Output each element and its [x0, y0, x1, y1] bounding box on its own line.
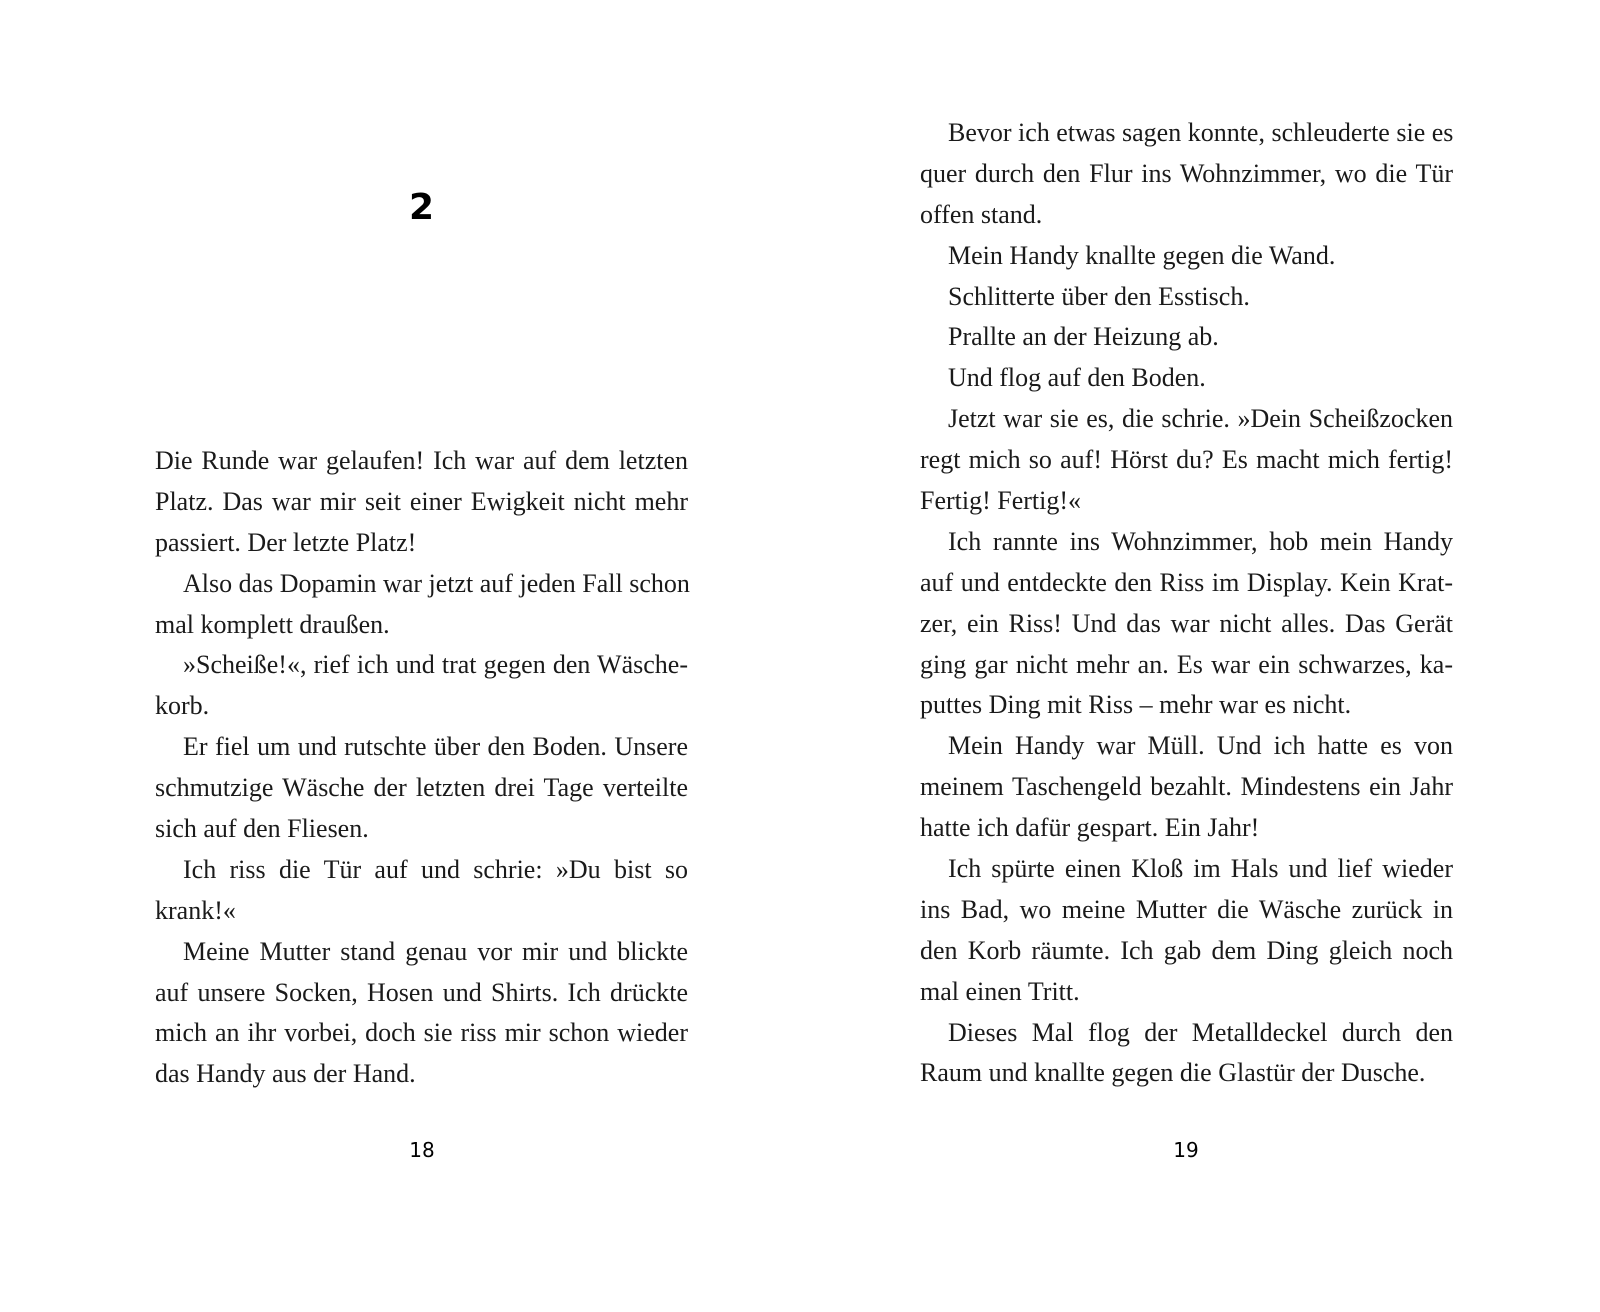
text-line: Mein Handy war Müll. Und ich hatte es von [948, 731, 1453, 761]
text-line: Ich spürte einen Kloß im Hals und lief wieder [948, 854, 1453, 884]
text-line: mal komplett draußen. [155, 609, 390, 639]
text-line: Also das Dopamin war jetzt auf jeden Fall schon [183, 568, 690, 598]
text-line: meinem Taschengeld bezahlt. Mindestens ein Jahr [920, 772, 1453, 802]
text-line: puttes Ding mit Riss – mehr war es nicht. [920, 690, 1352, 720]
text-line: »Scheiße!«, rief ich und trat gegen den Wäsche- [183, 650, 688, 680]
chapter-number: 2 [408, 187, 435, 228]
text-line: Jetzt war sie es, die schrie. »Dein Scheißzocken [948, 404, 1453, 434]
text-line: Prallte an der Heizung ab. [948, 322, 1219, 352]
text-line: Und flog auf den Boden. [948, 363, 1206, 393]
text-line: Schlitterte über den Esstisch. [948, 281, 1250, 311]
text-line: Platz. Das war mir seit einer Ewigkeit nicht mehr [155, 486, 688, 516]
text-line: den Korb räumte. Ich gab dem Ding gleich noch [920, 935, 1453, 965]
text-line: Meine Mutter stand genau vor mir und blickte [183, 936, 688, 966]
text-line: Dieses Mal flog der Metalldeckel durch den [948, 1017, 1453, 1047]
text-line: korb. [155, 691, 210, 721]
text-line: mich an ihr vorbei, doch sie riss mir schon wieder [155, 1018, 688, 1048]
text-line: quer durch den Flur ins Wohnzimmer, wo die Tür [920, 158, 1453, 188]
text-line: ins Bad, wo meine Mutter die Wäsche zurück in [920, 894, 1453, 924]
text-line: hatte ich dafür gespart. Ein Jahr! [920, 813, 1260, 843]
text-line: Ich riss die Tür auf und schrie: »Du bist so [183, 854, 688, 884]
text-line: auf unsere Socken, Hosen und Shirts. Ich drückte [155, 977, 688, 1007]
page-number-left: 18 [409, 1138, 435, 1162]
text-line: Raum und knallte gegen die Glastür der Dusche. [920, 1058, 1426, 1088]
text-line: krank!« [155, 895, 236, 925]
page-number-right: 19 [1173, 1138, 1199, 1162]
text-line: Die Runde war gelaufen! Ich war auf dem letzten [155, 446, 688, 475]
text-line: mal einen Tritt. [920, 976, 1080, 1006]
right-body-text [920, 113, 1453, 1094]
text-line: schmutzige Wäsche der letzten drei Tage verteilte [155, 773, 688, 803]
text-line: Bevor ich etwas sagen konnte, schleuderte sie es [948, 118, 1454, 147]
text-line: ging gar nicht mehr an. Es war ein schwarzes, ka- [920, 649, 1453, 679]
text-line: zer, ein Riss! Und das war nicht alles. Das Gerät [920, 608, 1453, 638]
text-line: das Handy aus der Hand. [155, 1059, 416, 1089]
text-line: offen stand. [920, 199, 1043, 229]
text-line: regt mich so auf! Hörst du? Es macht mich fertig! [920, 445, 1453, 475]
text-line: Er fiel um und rutschte über den Boden. Unsere [183, 732, 688, 762]
text-line: Ich rannte ins Wohnzimmer, hob mein Handy [948, 526, 1453, 556]
text-line: sich auf den Fliesen. [155, 814, 369, 844]
left-body-text [155, 441, 688, 1095]
right-page [800, 0, 1600, 1312]
text-line: Fertig! Fertig!« [920, 486, 1082, 516]
text-line: passiert. Der letzte Platz! [155, 527, 417, 557]
text-line: auf und entdeckte den Riss im Display. Kein Krat- [920, 567, 1453, 597]
text-line: Mein Handy knallte gegen die Wand. [948, 240, 1336, 270]
